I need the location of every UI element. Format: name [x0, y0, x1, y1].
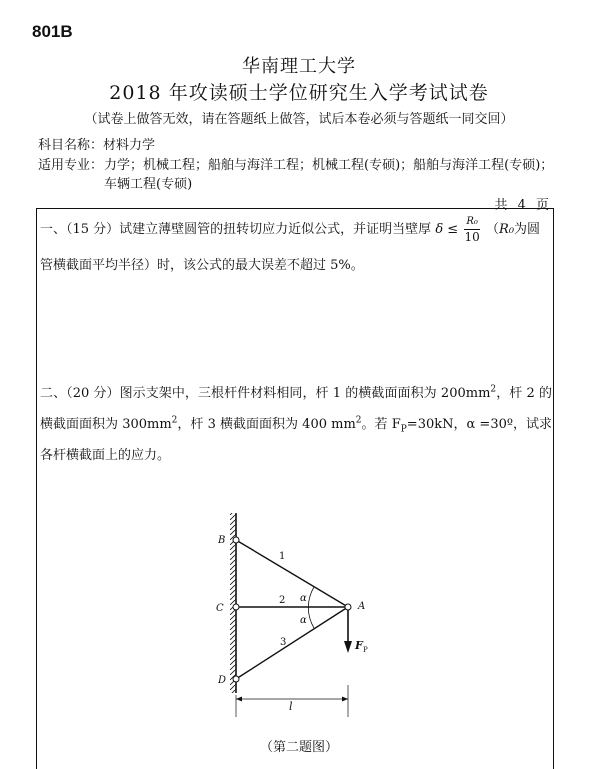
force-label: F [355, 639, 363, 652]
force-arrow-head [344, 641, 352, 653]
joint-a [345, 604, 351, 610]
label-b: B [218, 535, 226, 546]
q2-sub-p: P [400, 424, 407, 435]
q1-text-a: 一、（15 分）试建立薄壁圆管的扭转切应力近似公式，并证明当壁厚 [40, 222, 432, 237]
joint-c [233, 604, 239, 610]
question-1-line-1 [40, 213, 552, 249]
q2-text-1: 二、（20 分）图示支架中，三根杆件材料相同，杆 1 的横截面面积为 200mm [40, 386, 491, 401]
q2-sup-2: 2 [171, 415, 178, 426]
label-a: A [358, 601, 366, 612]
q2-sup-3: 2 [355, 415, 362, 426]
label-d: D [218, 675, 227, 686]
q1-delta: δ ≤ [435, 222, 459, 237]
majors-label: 适用专业： [38, 158, 104, 173]
exam-title: 2018 年攻读硕士学位研究生入学考试试卷 [109, 82, 489, 104]
q2-text-3: ，杆 3 横截面面积为 400 mm [177, 417, 356, 432]
majors-line [38, 156, 558, 194]
q1-fraction [464, 215, 480, 244]
subject-line [38, 136, 155, 155]
question-2 [40, 378, 552, 471]
dim-arrow-left [236, 697, 242, 702]
bar-label-2: 2 [279, 595, 286, 606]
q1-text-c: 为圆 [514, 222, 541, 237]
joint-b [233, 537, 239, 543]
exam-notice: （试卷上做答无效，请在答题纸上做答，试后本卷必须与答题纸一同交回） [84, 112, 514, 127]
majors-value: 力学；机械工程；船舶与海洋工程；机械工程(专硕)；船舶与海洋工程(专硕)；车辆工程(专硕) [104, 158, 554, 192]
q1-text-b: （ [486, 222, 500, 237]
alpha-label-upper: α [300, 593, 307, 604]
dim-arrow-right [342, 697, 348, 702]
joint-d [233, 676, 239, 682]
q1-fraction-denominator: 10 [464, 230, 480, 244]
q2-text-5: =30kN，α =30º，试求各杆横截面上的应力。 [40, 417, 552, 463]
q2-text-2: ，杆 2 的横截面面积为 300mm [40, 386, 553, 432]
q1-fraction-numerator: R₀ [464, 215, 480, 230]
bar-1 [236, 540, 348, 607]
subject-value: 材料力学 [103, 138, 156, 153]
subject-label: 科目名称： [38, 138, 104, 153]
figure-caption: （第二题图） [259, 740, 338, 755]
q2-text-4: 。若 F [361, 417, 401, 432]
bar-label-1: 1 [279, 551, 286, 562]
bar-label-3: 3 [280, 637, 287, 648]
q1-r0: R₀ [499, 222, 515, 237]
force-label-sub: P [363, 646, 368, 654]
alpha-label-lower: α [300, 615, 307, 626]
length-label: l [289, 700, 293, 713]
question-1-line-2: 管横截面平均半径）时，该公式的最大误差不超过 5%。 [40, 258, 364, 273]
bracket-figure [200, 505, 370, 727]
q2-sup-1: 2 [490, 384, 497, 395]
school-name: 华南理工大学 [242, 56, 356, 77]
label-c: C [216, 603, 224, 614]
bar-3 [236, 607, 348, 679]
page-count: 共 4 页 [494, 198, 552, 213]
exam-code: 801B [32, 22, 73, 41]
